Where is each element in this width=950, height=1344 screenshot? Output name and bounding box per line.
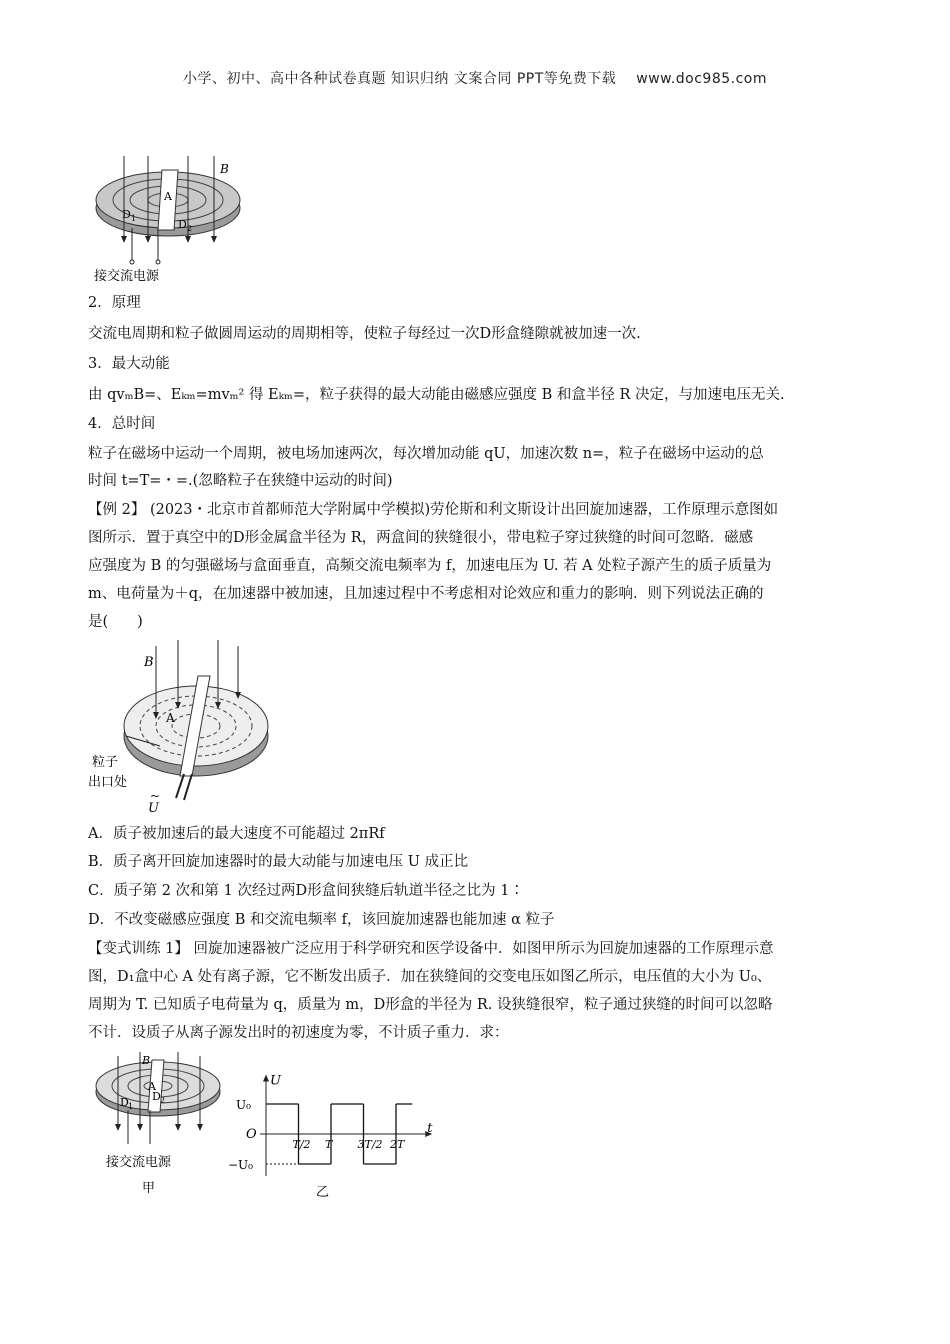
section-2-title: 2．原理 — [88, 295, 141, 311]
header-text: 小学、初中、高中各种试卷真题 知识归纳 文案合同 PPT等免费下载 — [182, 71, 617, 87]
figure-voltage-chart — [228, 1050, 433, 1200]
label-exit-1: 粒子 — [92, 755, 119, 770]
variant-1-line-3: 周期为 T. 已知质子电荷量为 q，质量为 m，D形盒的半径为 R. 设狭缝很窄，粒子通过狭缝的时间可以忽略 — [88, 997, 773, 1013]
label-d2: D — [178, 218, 187, 231]
section-4-line-2: 时间 t=T=・=.(忽略粒子在狭缝中运动的时间) — [88, 473, 393, 489]
figure-name-yi: 乙 — [316, 1185, 330, 1200]
label-a: A — [148, 1080, 156, 1093]
figure-cyclotron-2 — [86, 636, 276, 816]
x-axis-label: t — [427, 1121, 433, 1136]
label-a: A — [166, 711, 175, 725]
header-url: www.doc985.com — [636, 71, 768, 87]
label-d2-sub: 2 — [187, 224, 193, 233]
variant-1-line-4: 不计．设质子从离子源发出时的初速度为零，不计质子重力．求： — [88, 1025, 509, 1041]
cyclotron-diagram-3 — [88, 1052, 233, 1197]
cyclotron-diagram-1 — [88, 148, 248, 288]
variant-1-line-2: 图，D₁盒中心 A 处有离子源，它不断发出质子．加在狭缝间的交变电压如图乙所示，电压值的大小为 U₀、 — [88, 969, 772, 985]
section-4-title: 4．总时间 — [88, 416, 156, 432]
option-d: D．不改变磁感应强度 B 和交流电频率 f，该回旋加速器也能加速 α 粒子 — [88, 912, 555, 928]
label-u-tilde: ~ — [150, 789, 161, 803]
section-2-body: 交流电周期和粒子做圆周运动的周期相等，使粒子每经过一次D形盒缝隙就被加速一次. — [88, 326, 641, 342]
cyclotron-diagram-2 — [86, 636, 276, 816]
x-tick-label: T — [325, 1138, 333, 1151]
option-b: B．质子离开回旋加速器时的最大动能与加速电压 U 成正比 — [88, 854, 469, 870]
example-2-line-1: 【例 2】 (2023・北京市首都师范大学附属中学模拟)劳伦斯和利文斯设计出回旋加速器，工作原理示意图如 — [88, 502, 779, 518]
voltage-square-wave-chart — [228, 1050, 433, 1200]
option-c: C．质子第 2 次和第 1 次经过两D形盒间狭缝后轨道半径之比为 1∶ — [88, 883, 524, 899]
caption-ac-source: 接交流电源 — [94, 269, 160, 284]
figure-cyclotron-3 — [88, 1052, 233, 1197]
section-3-body: 由 qvₘB=、Eₖₘ=mvₘ² 得 Eₖₘ=，粒子获得的最大动能由磁感应强度 B 和盒半径 R 决定，与加速电压无关. — [88, 387, 785, 403]
label-d1: D — [122, 208, 131, 221]
y-axis-label: U — [270, 1073, 281, 1089]
x-tick-label: T/2 — [292, 1138, 311, 1151]
figure-name-jia: 甲 — [142, 1181, 156, 1196]
y-tick-label-u0: U₀ — [236, 1098, 251, 1112]
y-axis-arrow-icon — [263, 1075, 269, 1082]
label-b: B — [220, 162, 229, 176]
variant-1-line-1: 【变式训练 1】 回旋加速器被广泛应用于科学研究和医学设备中．如图甲所示为回旋加速器的工作原理示意 — [88, 941, 774, 957]
x-tick-labels — [293, 1138, 406, 1151]
example-2-line-2: 图所示．置于真空中的D形金属盒半径为 R，两盒间的狭缝很小，带电粒子穿过狭缝的时间可忽略．磁感 — [88, 530, 754, 546]
example-2-line-5: 是( ) — [88, 614, 143, 630]
label-d2-sub: 2 — [160, 1096, 166, 1105]
label-exit-2: 出口处 — [88, 775, 128, 790]
label-d1-sub: 1 — [131, 214, 137, 223]
label-b: B — [142, 1054, 151, 1067]
example-2-line-3: 应强度为 B 的匀强磁场与盒面垂直，高频交流电频率为 f，加速电压为 U. 若 A 处粒子源产生的质子质量为 — [88, 558, 772, 574]
label-d2: D — [152, 1090, 161, 1103]
page-header — [0, 68, 950, 88]
section-3-title: 3．最大动能 — [88, 356, 170, 372]
label-b: B — [144, 655, 154, 670]
label-a: A — [164, 190, 172, 203]
label-d1: D — [120, 1096, 129, 1109]
label-u: U — [148, 801, 159, 816]
figure-cyclotron-1 — [88, 148, 248, 288]
section-4-line-1: 粒子在磁场中运动一个周期，被电场加速两次，每次增加动能 qU，加速次数 n=，粒子在磁场中运动的总 — [88, 446, 764, 462]
y-tick-label-minus-u0: −U₀ — [228, 1158, 253, 1172]
option-a: A．质子被加速后的最大速度不可能超过 2πRf — [88, 826, 385, 842]
example-2-line-4: m、电荷量为＋q，在加速器中被加速，且加速过程中不考虑相对论效应和重力的影响．则下列说法正确的 — [88, 586, 764, 602]
x-tick-label: 3T/2 — [357, 1138, 383, 1151]
x-tick-label: 2T — [390, 1138, 405, 1151]
caption-ac-source: 接交流电源 — [106, 1155, 172, 1170]
label-d1-sub: 1 — [128, 1102, 134, 1111]
origin-label: O — [246, 1127, 257, 1142]
